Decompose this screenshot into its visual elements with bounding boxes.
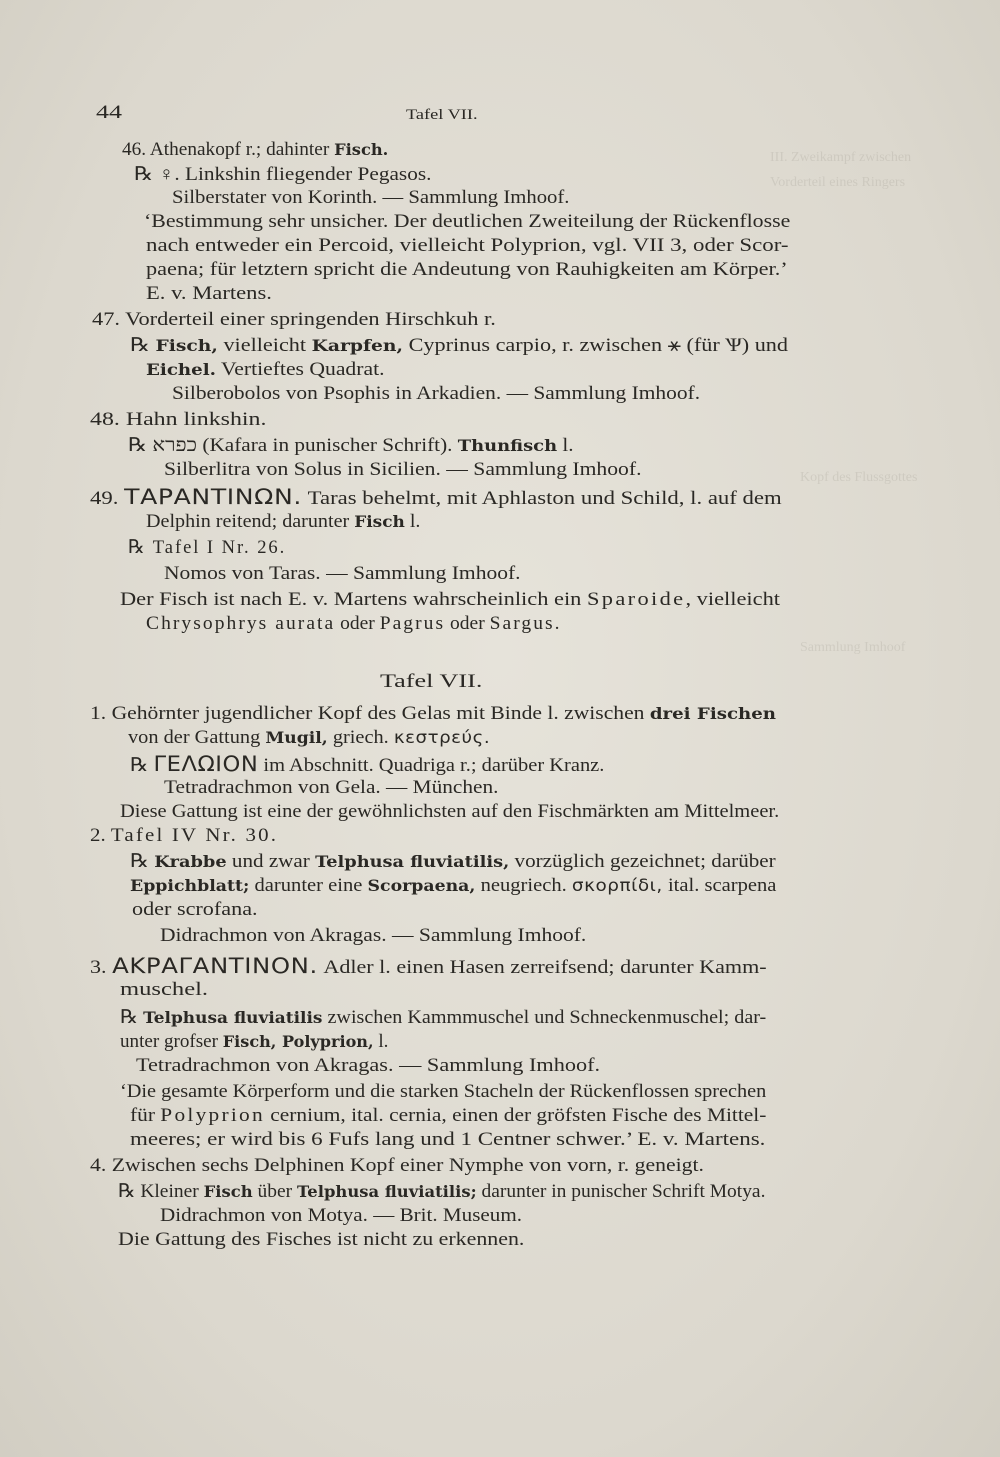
text-run: ital. scarpena — [662, 875, 777, 896]
entry-49-note — [120, 589, 780, 611]
text-run: 2. — [90, 825, 111, 846]
text-run: über — [252, 1181, 297, 1202]
entry-49-coin — [164, 563, 521, 585]
text-run: l. — [557, 435, 574, 456]
spaced-text: Polyprion — [160, 1105, 265, 1126]
entry-46-note — [146, 235, 789, 257]
page-number: 44 — [96, 102, 122, 123]
spaced-text: Sargus. — [489, 613, 562, 634]
entry-46-note — [144, 211, 790, 233]
text-run: 47. Vorderteil einer springenden Hirschkuh r. — [92, 309, 496, 330]
spaced-text: Chrysophrys aurata — [146, 613, 336, 634]
text-run: darunter eine — [249, 875, 368, 896]
plate-entry-3-note — [130, 1129, 765, 1151]
bold-term: Karpfen, — [311, 336, 404, 355]
entry-47-reverse — [146, 359, 384, 381]
entry-48-heading — [90, 409, 266, 431]
entry-46-reverse — [134, 164, 431, 186]
show-through-text: Sammlung Imhoof — [800, 640, 906, 655]
text-run: meeres; er wird bis 6 Fufs lang und 1 Centner schwer.’ E. v. Martens. — [130, 1129, 766, 1150]
text-run: Delphin reitend; darunter — [146, 511, 355, 532]
section-title — [380, 671, 482, 693]
plate-entry-2-reverse — [132, 899, 258, 921]
text-run: Taras behelmt, mit Aphlaston und Schild, l. auf dem — [301, 488, 782, 509]
spaced-text: ℞ Tafel I Nr. 26. — [128, 537, 287, 558]
entry-48-coin — [164, 459, 641, 481]
bold-term: Eppichblatt; — [130, 876, 250, 895]
bold-term: Fisch, Polyprion, — [222, 1032, 374, 1051]
entry-46-coin — [172, 187, 569, 209]
plate-entry-3-note — [130, 1105, 766, 1127]
plate-entry-2-reverse — [130, 851, 776, 873]
bold-term: Fisch, — [155, 336, 218, 355]
text-run: Nomos von Taras. — Sammlung Imhoof. — [164, 563, 521, 584]
text-run: ℞ — [130, 335, 156, 356]
entry-47-coin — [172, 383, 700, 405]
text-run: Athenakopf r.; dahinter — [149, 139, 335, 160]
bold-term: Mugil, — [265, 728, 328, 747]
spaced-text: Pagrus — [379, 613, 446, 634]
greek-legend: σκορπίδι, — [571, 876, 663, 896]
plate-entry-3-note — [120, 1081, 766, 1103]
plate-entry-4-reverse — [118, 1181, 765, 1203]
text-run: vielleicht — [217, 335, 312, 356]
entry-47-heading — [92, 309, 496, 331]
text-run: Die Gattung des Fisches ist nicht zu erkennen. — [118, 1229, 525, 1250]
text-run: im Abschnitt. Quadriga r.; darüber Kranz. — [258, 755, 605, 776]
plate-entry-1-reverse — [130, 753, 604, 777]
text-run: griech. — [327, 727, 394, 748]
bold-term: Fisch. — [334, 140, 389, 159]
bold-term: Fisch — [203, 1182, 253, 1201]
text-run: paena; für letztern spricht die Andeutung von Rauhigkeiten am Körper.’ — [146, 259, 788, 280]
text-run: von der Gattung — [128, 727, 266, 748]
bold-term: Scorpaena, — [367, 876, 476, 895]
text-run: Silberobolos von Psophis in Arkadien. — Sammlung Imhoof. — [172, 383, 701, 404]
text-run: ℞ — [130, 755, 154, 776]
greek-legend: ΓΕΛΩΙΟΝ — [153, 752, 259, 776]
text-run: l. — [373, 1031, 389, 1052]
bold-term: Telphusa fluviatilis, — [315, 852, 510, 871]
bold-term: Fisch — [354, 512, 405, 531]
entry-49-reverse — [128, 537, 286, 559]
text-run: für — [130, 1105, 161, 1126]
bold-term: Krabbe — [154, 852, 227, 871]
text-run: oder scrofana. — [132, 899, 258, 920]
text-run: darunter in punischer Schrift Motya. — [476, 1181, 766, 1202]
text-run: Diese Gattung ist eine der gewöhnlichsten auf den Fischmärkten am Mittelmeer. — [120, 801, 780, 822]
text-run: Tetradrachmon von Akragas. — Sammlung Imhoof. — [136, 1055, 601, 1076]
show-through-text: Vorderteil eines Ringers — [770, 175, 906, 190]
entry-49-note — [146, 613, 562, 635]
text-run: ℞ ♀. Linkshin fliegender Pegasos. — [134, 164, 432, 185]
entry-47-reverse — [130, 335, 788, 357]
entry-48-reverse — [128, 435, 574, 457]
text-run: ‘Die gesamte Körperform und die starken Stacheln der Rückenflossen sprechen — [120, 1081, 767, 1102]
text-run: Silberlitra von Solus in Sicilien. — Sammlung Imhoof. — [164, 459, 642, 480]
spaced-text: Tafel IV Nr. 30. — [110, 825, 279, 846]
text-run: Tetradrachmon von Gela. — München. — [164, 777, 499, 798]
text-run: ℞ כפרא (Kafara in punischer Schrift). — [128, 435, 458, 456]
text-run: Didrachmon von Akragas. — Sammlung Imhoof. — [160, 925, 587, 946]
text-run: Vertieftes Quadrat. — [216, 359, 385, 380]
text-run: neugriech. — [475, 875, 572, 896]
plate-entry-3-heading — [120, 979, 208, 1001]
entry-49-heading — [90, 486, 782, 510]
text-run: Adler l. einen Hasen zerreifsend; darunter Kamm- — [317, 957, 767, 978]
plate-entry-1-heading — [128, 727, 490, 749]
text-run: muschel. — [120, 979, 209, 1000]
plate-entry-3-reverse — [120, 1031, 388, 1053]
text-run: Der Fisch ist nach E. v. Martens wahrscheinlich ein — [120, 589, 587, 610]
text-run: vorzüglich gezeichnet; darüber — [509, 851, 776, 872]
text-run: Cyprinus carpio, r. zwischen ⚹ (für Ѱ) und — [403, 335, 789, 356]
text-run: oder — [335, 613, 380, 634]
plate-entry-1-note — [120, 801, 779, 823]
show-through-text: III. Zweikampf zwischen — [770, 150, 912, 165]
plate-entry-2-coin — [160, 925, 586, 947]
text-run: oder — [445, 613, 490, 634]
text-run: 3. — [90, 957, 113, 978]
text-run: ℞ — [130, 851, 155, 872]
plate-entry-1-coin — [164, 777, 498, 799]
text-run: l. — [404, 511, 421, 532]
plate-entry-1-heading — [90, 703, 776, 725]
greek-legend: ΑΚΡΑΓΑΝΤΙΝΟΝ. — [112, 954, 318, 978]
text-run: Didrachmon von Motya. — Brit. Museum. — [160, 1205, 523, 1226]
text-run: nach entweder ein Percoid, vielleicht Polyprion, vgl. VII 3, oder Scor- — [146, 235, 789, 256]
text-run: 1. Gehörnter jugendlicher Kopf des Gelas mit Binde l. zwischen — [90, 703, 650, 724]
plate-entry-2-heading — [90, 825, 278, 847]
text-run: 48. Hahn linkshin. — [90, 409, 267, 430]
text-run: 4. Zwischen sechs Delphinen Kopf einer Nymphe von vorn, r. geneigt. — [90, 1155, 704, 1176]
text-run: ‘Bestimmung sehr unsicher. Der deutlichen Zweiteilung der Rückenflosse — [144, 211, 791, 232]
plate-entry-3-coin — [136, 1055, 600, 1077]
bold-term: Thunfisch — [457, 436, 558, 455]
text-run: E. v. Martens. — [146, 283, 272, 304]
text-run: und zwar — [226, 851, 316, 872]
bold-term: drei Fischen — [649, 704, 777, 723]
plate-entry-2-reverse — [130, 875, 776, 897]
running-title: Tafel VII. — [406, 107, 478, 123]
greek-legend: κεστρεύς. — [393, 728, 491, 748]
bold-term: Eichel. — [146, 360, 217, 379]
greek-legend: ΤΑΡΑΝΤΙΝΩΝ. — [124, 485, 302, 509]
text-run: Silberstater von Korinth. — Sammlung Imhoof. — [172, 187, 570, 208]
plate-entry-4-heading — [90, 1155, 704, 1177]
text-run: , vielleicht — [685, 589, 781, 610]
spaced-text: Sparoide — [586, 589, 686, 610]
plate-entry-4-note — [118, 1229, 524, 1251]
text-run: zwischen Kammmuschel und Schneckenmuschel; dar- — [322, 1007, 767, 1028]
entry-46-note — [146, 259, 788, 281]
plate-entry-3-heading — [90, 955, 767, 979]
entry-46-note — [146, 283, 272, 305]
text-run: 49. — [90, 488, 125, 509]
text-run: unter grofser — [120, 1031, 223, 1052]
plate-entry-4-coin — [160, 1205, 522, 1227]
show-through-text: Kopf des Flussgottes — [800, 470, 918, 485]
text-run: cernium, ital. cernia, einen der gröfsten Fische des Mittel- — [264, 1105, 767, 1126]
text-run: ℞ Kleiner — [118, 1181, 204, 1202]
text-run: 46. — [122, 139, 150, 160]
bold-term: Telphusa fluviatilis; — [296, 1182, 477, 1201]
text-run: Tafel VII. — [380, 671, 483, 692]
bold-term: Telphusa fluviatilis — [143, 1008, 323, 1027]
entry-46-heading — [122, 139, 388, 161]
text-run: ℞ — [120, 1007, 144, 1028]
plate-entry-3-reverse — [120, 1007, 766, 1029]
entry-49-heading — [146, 511, 420, 533]
